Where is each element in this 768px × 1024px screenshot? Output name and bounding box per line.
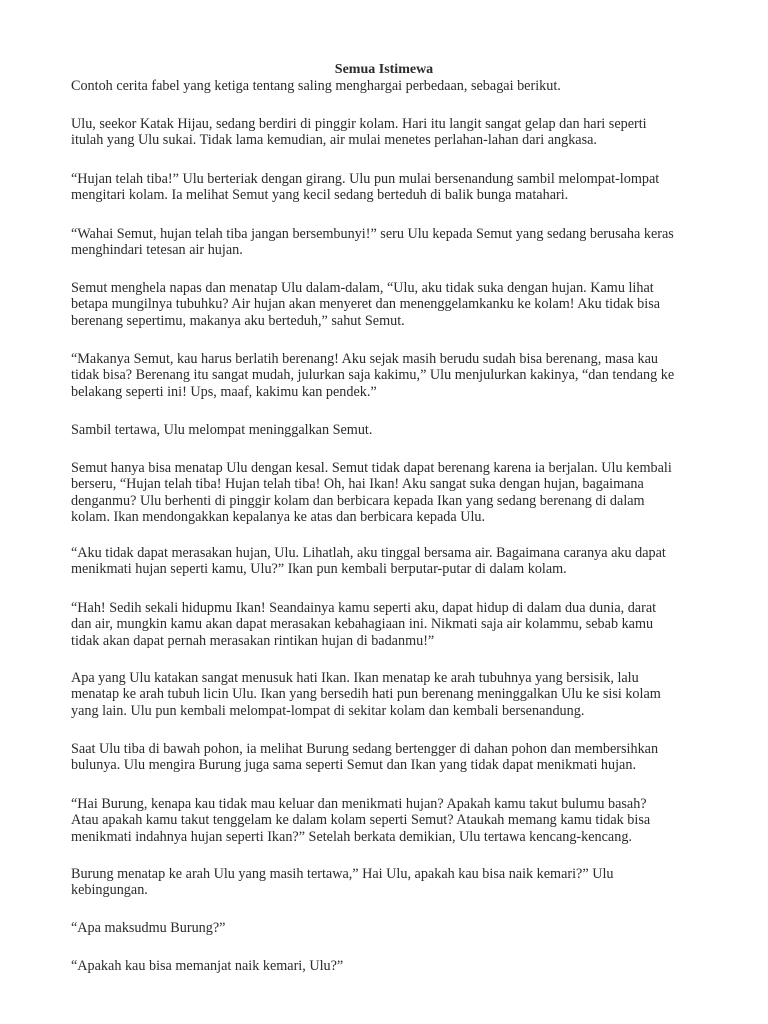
text-line: betapa mungilnya tubuhku? Air hujan akan menyeret dan menenggelamkanku ke kolam! Aku tidak bisa bbox=[71, 296, 661, 313]
text-line: kolam. Ikan mendongakkan kepalanya ke atas dan berbicara kepada Ulu. bbox=[71, 509, 486, 526]
text-line: denganmu? Ulu berhenti di pinggir kolam dan berbicara kepada Ikan yang sedang berenang di dalam bbox=[71, 492, 645, 509]
text-line: Sambil tertawa, Ulu melompat meninggalkan Semut. bbox=[71, 422, 373, 438]
text-line: yang lain. Ulu pun kembali melompat-lompat di sekitar kolam dan kembali bersenandung. bbox=[71, 702, 585, 719]
paragraph bbox=[71, 422, 721, 438]
text-line: “Makanya Semut, kau harus berlatih berenang! Aku sejak masih berudu sudah bisa berenang, masa kau bbox=[71, 351, 659, 367]
paragraph bbox=[71, 670, 721, 719]
text-line: Saat Ulu tiba di bawah pohon, ia melihat Burung sedang bertengger di dahan pohon dan membersihkan bbox=[71, 741, 659, 757]
text-line: Ulu, seekor Katak Hijau, sedang berdiri di pinggir kolam. Hari itu langit sangat gelap dan hari seperti bbox=[71, 116, 647, 132]
paragraph bbox=[71, 920, 721, 936]
text-line: Apa yang Ulu katakan sangat menusuk hati Ikan. Ikan menatap ke arah tubuhnya yang bersisik, lalu bbox=[71, 670, 639, 686]
text-line: itulah yang Ulu sukai. Tidak lama kemudian, air mulai menetes perlahan-lahan dari angkasa. bbox=[71, 132, 597, 149]
paragraph bbox=[71, 460, 721, 526]
text-line: “Apakah kau bisa memanjat naik kemari, Ulu?” bbox=[71, 958, 344, 974]
text-line: Burung menatap ke arah Ulu yang masih tertawa,” Hai Ulu, apakah kau bisa naik kemari?” Ulu bbox=[71, 866, 614, 882]
paragraph bbox=[71, 741, 721, 774]
text-line: “Wahai Semut, hujan telah tiba jangan bersembunyi!” seru Ulu kepada Semut yang sedang berusaha keras bbox=[71, 226, 674, 242]
paragraph bbox=[71, 866, 721, 899]
text-line: “Aku tidak dapat merasakan hujan, Ulu. Lihatlah, aku tinggal bersama air. Bagaimana caranya aku dapat bbox=[71, 545, 666, 561]
document-title: Semua Istimewa bbox=[334, 62, 434, 77]
text-line: Contoh cerita fabel yang ketiga tentang saling menghargai perbedaan, sebagai berikut. bbox=[71, 78, 561, 94]
text-line: Atau apakah kamu takut tenggelam ke dalam kolam seperti Semut? Ataukah memang kamu tidak bisa bbox=[71, 812, 651, 829]
paragraph bbox=[71, 171, 721, 204]
text-line: berseru, “Hujan telah tiba! Hujan telah tiba! Oh, hai Ikan! Aku sangat suka dengan hujan, bagaimana bbox=[71, 476, 644, 493]
text-line: Semut menghela napas dan menatap Ulu dalam-dalam, “Ulu, aku tidak suka dengan hujan. Kamu lihat bbox=[71, 280, 654, 296]
text-line: mengitari kolam. Ia melihat Semut yang kecil sedang berteduh di balik bunga matahari. bbox=[71, 187, 569, 204]
text-line: kebingungan. bbox=[71, 882, 148, 899]
paragraph bbox=[71, 280, 721, 329]
text-line: berenang sepertimu, makanya aku berteduh,” sahut Semut. bbox=[71, 312, 405, 329]
text-line: menikmati indahnya hujan seperti Ikan?” Setelah berkata demikian, Ulu tertawa kencang-kencang. bbox=[71, 828, 632, 845]
paragraph bbox=[71, 545, 721, 578]
text-line: menatap ke arah tubuh licin Ulu. Ikan yang bersedih hati pun berenang meninggalkan Ulu ke sisi kolam bbox=[71, 686, 661, 703]
text-line: menghindari tetesan air hujan. bbox=[71, 242, 243, 259]
paragraph bbox=[71, 600, 721, 649]
text-line: tidak akan dapat pernah merasakan rintikan hujan di badanmu!” bbox=[71, 632, 435, 649]
text-line: “Hai Burung, kenapa kau tidak mau keluar dan menikmati hujan? Apakah kamu takut bulumu basah? bbox=[71, 796, 647, 812]
text-line: belakang seperti ini! Ups, maaf, kakimu kan pendek.” bbox=[71, 383, 377, 400]
text-line: “Apa maksudmu Burung?” bbox=[71, 920, 226, 936]
text-line: “Hah! Sedih sekali hidupmu Ikan! Seandainya kamu seperti aku, dapat hidup di dalam dua dunia, darat bbox=[71, 600, 657, 616]
paragraph bbox=[71, 958, 721, 974]
text-line: bulunya. Ulu mengira Burung juga sama seperti Semut dan Ikan yang tidak dapat menikmati hujan. bbox=[71, 757, 636, 774]
paragraph bbox=[71, 796, 721, 845]
text-line: menikmati hujan seperti kamu, Ulu?” Ikan pun kembali berputar-putar di dalam kolam. bbox=[71, 561, 567, 578]
paragraph bbox=[71, 116, 721, 149]
text-line: “Hujan telah tiba!” Ulu berteriak dengan girang. Ulu pun mulai bersenandung sambil melompat-lompat bbox=[71, 171, 660, 187]
paragraph bbox=[71, 226, 721, 259]
text-line: tidak bisa? Berenang itu sangat mudah, julurkan saja kakimu,” Ulu menjulurkan kakinya, “dan tendang ke bbox=[71, 367, 675, 384]
paragraph bbox=[71, 351, 721, 400]
text-line: dan air, mungkin kamu akan dapat merasakan kebahagiaan ini. Nikmati saja air kolammu, sebab kamu bbox=[71, 616, 654, 633]
paragraph bbox=[71, 78, 721, 94]
text-line: Semut hanya bisa menatap Ulu dengan kesal. Semut tidak dapat berenang karena ia berjalan. Ulu kembali bbox=[71, 460, 672, 476]
